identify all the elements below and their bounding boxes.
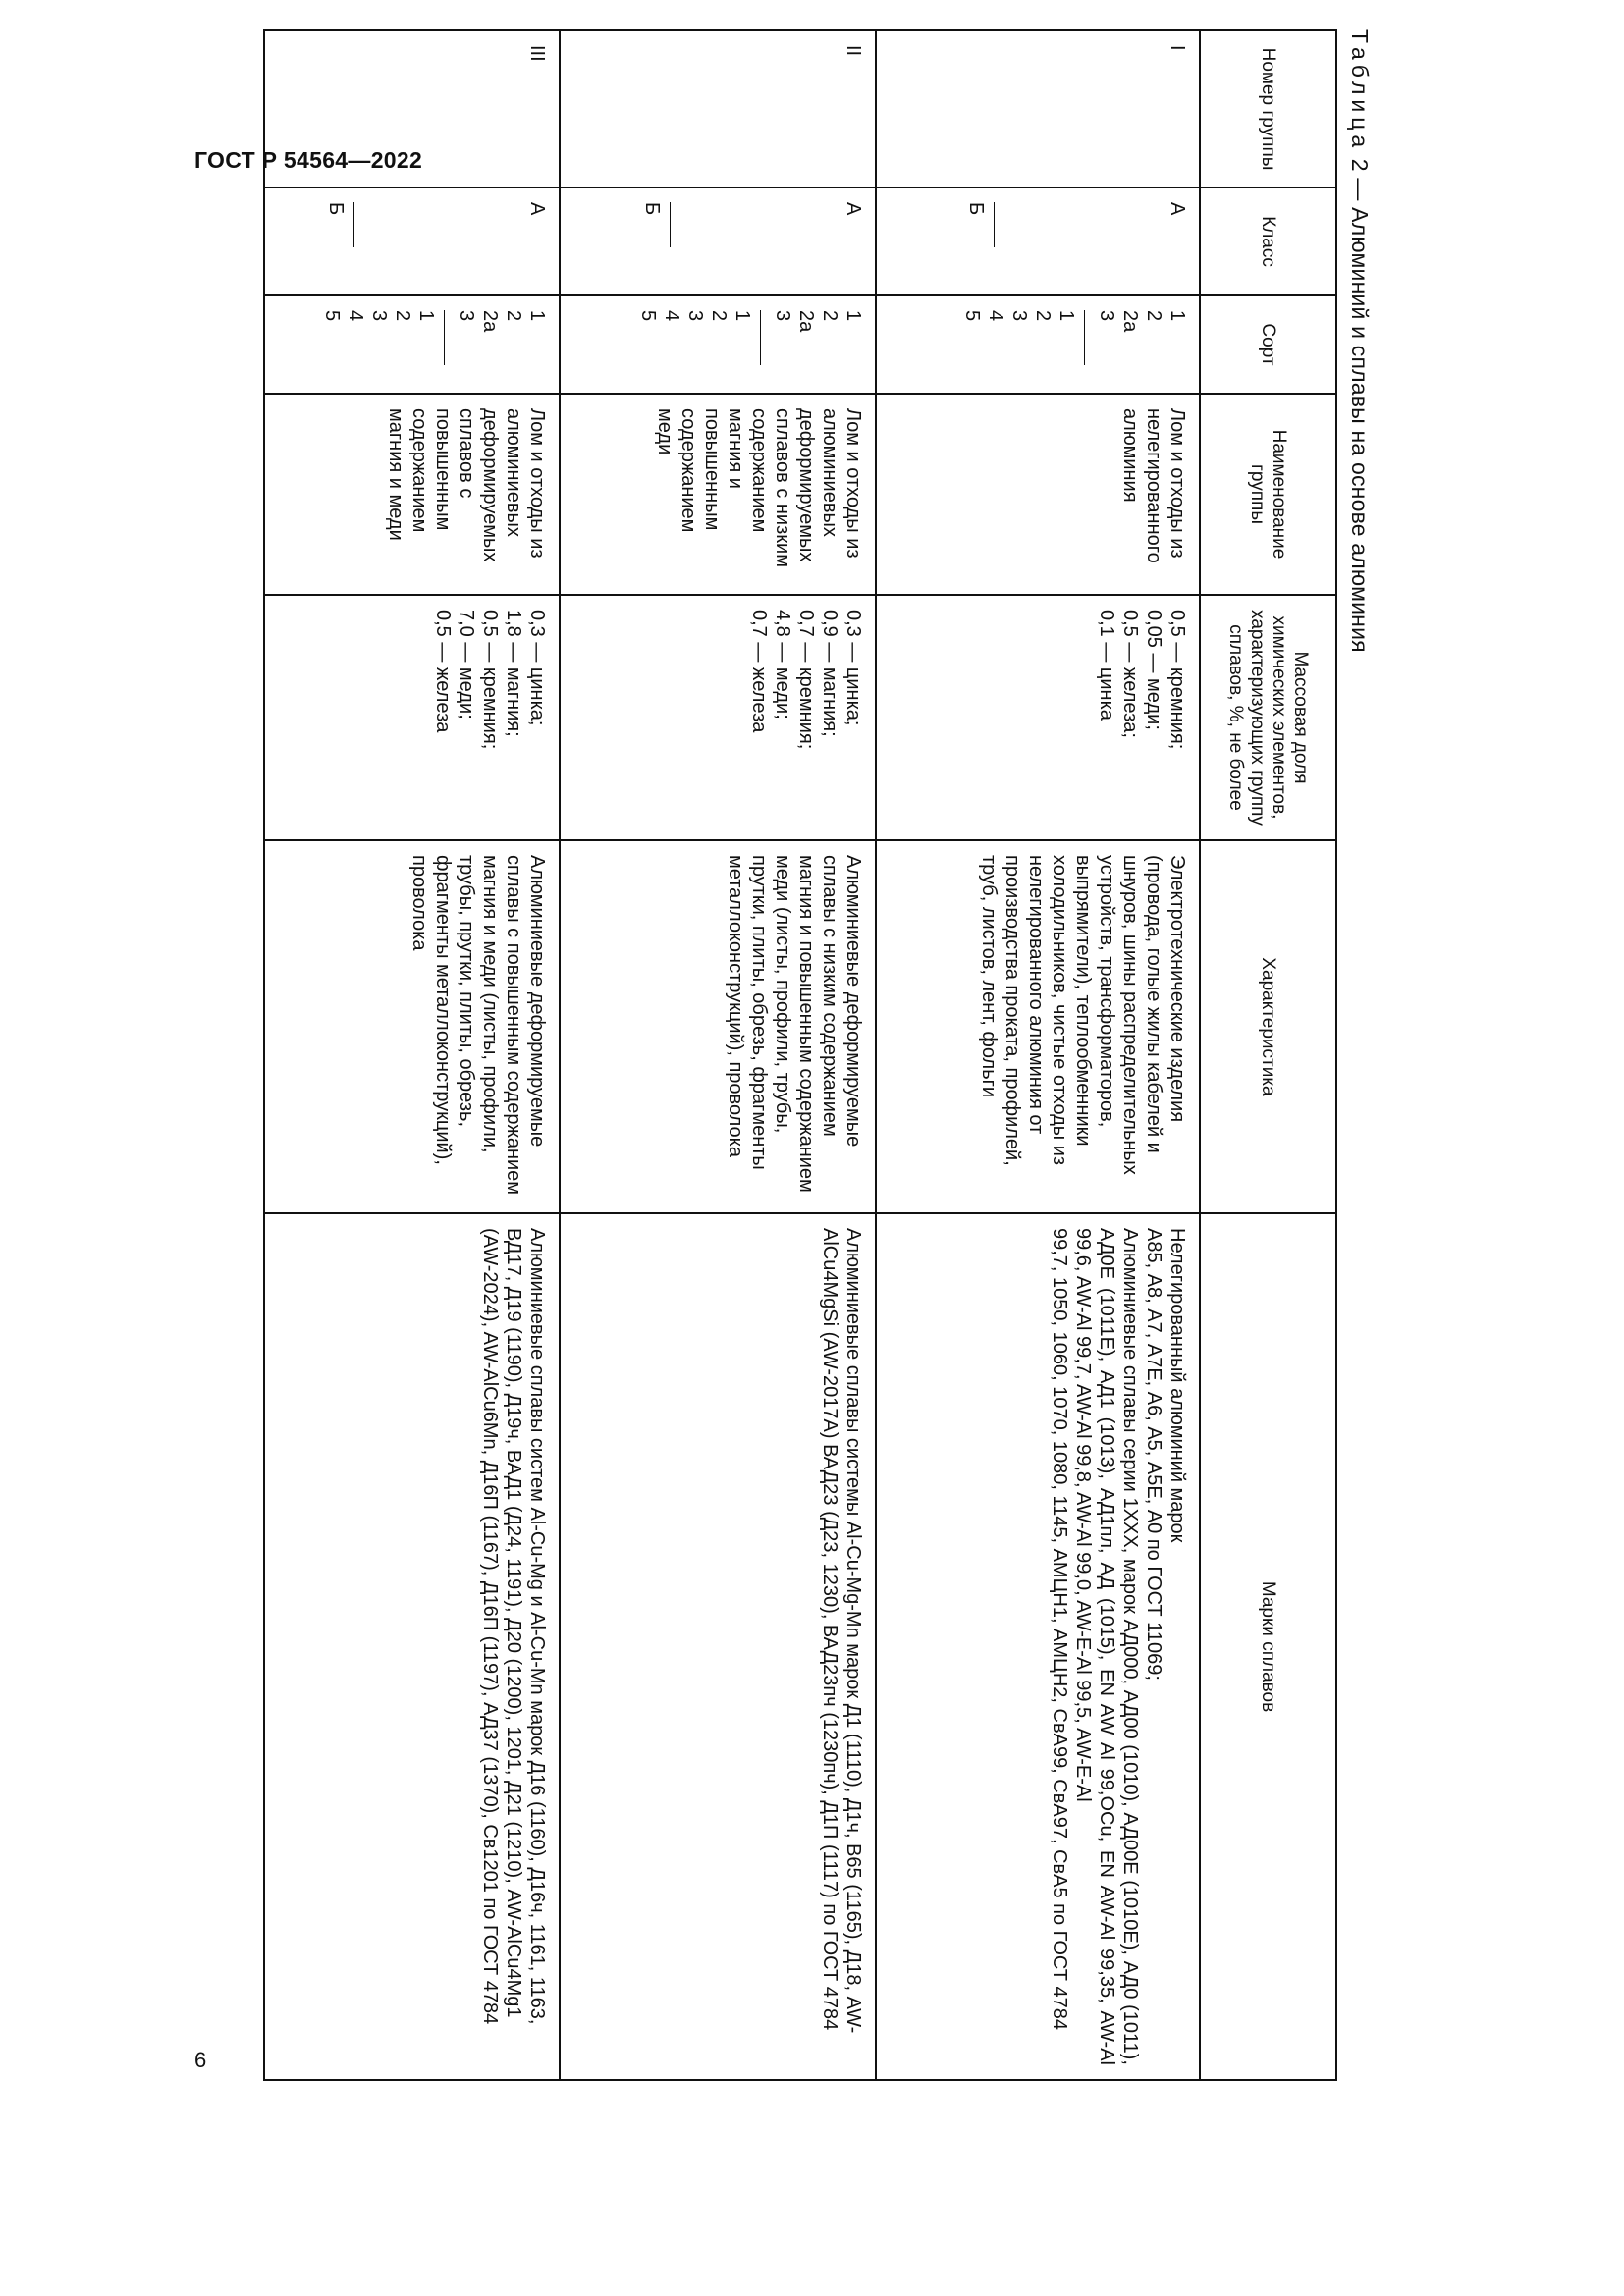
table-caption-text: 2 — Алюминий и сплавы на основе алюминия — [1347, 158, 1373, 653]
grades-line: 99,7, 1050, 1060, 1070, 1080, 1145, АМЦН1, АМЦН2, СвА99, СвА97, СвА5 по ГОСТ 4784 — [1049, 1228, 1070, 2030]
sorts-b — [320, 310, 445, 365]
alloy-grades — [876, 1213, 1200, 2080]
sorts-a — [1085, 310, 1189, 379]
fraction-value: 0,5 — железа — [432, 610, 454, 733]
col-header-class: Класс — [1200, 187, 1336, 295]
sort-value: 2 — [1143, 310, 1164, 322]
sort-cell — [876, 295, 1200, 394]
table-header-row — [1200, 30, 1336, 2080]
sort-value: 1 — [1056, 310, 1077, 322]
sort-value: 3 — [772, 310, 793, 322]
sort-value: 2 — [708, 310, 730, 322]
fraction-value: 0,7 — железа — [748, 610, 770, 733]
sort-value: 3 — [684, 310, 706, 322]
sort-value: 3 — [1008, 310, 1030, 322]
sort-value: 1 — [842, 310, 864, 322]
col-header-alloy-grades: Марки сплавов — [1200, 1213, 1336, 2080]
grades-line: Алюминиевые сплавы системы Al-Cu-Mg-Mn марок Д1 (1110), Д1ч, В65 (1165), Д18, AW-AlCu4MgSi (AW-2017A) ВАД23 (Д23, 1230), ВАД23пч (1230пч), Д1П (1117) по ГОСТ 4784 — [819, 1228, 864, 2034]
alloy-table — [263, 29, 1337, 2081]
group-number: II — [560, 30, 876, 187]
grades-line: Нелегированный алюминий марок — [1166, 1228, 1188, 1543]
col-header-mass-fraction: Массовая доля химических элементов, характеризующих группу сплавов, %, не более — [1200, 595, 1336, 840]
sort-value: 2а — [795, 310, 817, 333]
fraction-value: 4,8 — меди; — [772, 610, 793, 720]
alloy-grades — [264, 1213, 560, 2080]
group-number: III — [264, 30, 560, 187]
table-row — [876, 30, 1200, 2080]
class-b: Б — [324, 202, 354, 247]
group-number: I — [876, 30, 1200, 187]
fraction-list — [747, 610, 865, 826]
sort-value: 3 — [456, 310, 477, 322]
class-b: Б — [964, 202, 995, 247]
sorts-a — [761, 310, 865, 379]
class-a: А — [526, 202, 548, 216]
table-row — [264, 30, 560, 2080]
sort-value: 5 — [961, 310, 983, 322]
sorts-b — [636, 310, 761, 365]
group-name: Лом и отходы из алюминиевых деформируемых сплавов с низким содержанием магния и повышенным содержанием меди — [560, 394, 876, 595]
characteristic: Алюминиевые деформируемые сплавы с повышенным содержанием магния и меди (листы, профили, трубы, прутки, плиты, обрезь, фрагменты металлоконструкций), проволока — [264, 840, 560, 1213]
fraction-value: 0,7 — кремния; — [795, 610, 817, 750]
characteristic: Электротехнические изделия (провода, голые жилы кабелей и шнуров, шины распределительных устройств, трансформаторов, выпрямители), теплообменники холодильников, чистые отходы из нелегированного алюминия от производства проката, профилей, труб, листов, лент, фольги — [876, 840, 1200, 1213]
document-header: ГОСТ Р 54564—2022 — [194, 147, 423, 173]
fraction-value: 0,05 — меди; — [1143, 610, 1164, 730]
fraction-value: 0,5 — кремния; — [479, 610, 501, 750]
sort-value: 1 — [1166, 310, 1188, 322]
sort-value: 1 — [415, 310, 437, 322]
sort-value: 3 — [1096, 310, 1117, 322]
sort-value: 1 — [526, 310, 548, 322]
fraction-value: 7,0 — меди; — [456, 610, 477, 720]
fraction-value: 0,5 — железа; — [1119, 610, 1141, 738]
sort-value: 5 — [321, 310, 343, 322]
sort-value: 1 — [731, 310, 753, 322]
mass-fraction-cell — [560, 595, 876, 840]
sort-value: 2 — [819, 310, 840, 322]
sort-value: 2 — [503, 310, 524, 322]
grades-line: Алюминиевые сплавы серии 1XXX, марок АД000, АД00 (1010), АД00Е (1010Е), АД0 (1011), АД0Е (1011Е), АД1 (1013), АД1пл, АД (1015), EN AW Al 99,OCu, EN AW-Al 99,35, AW-Al 99,6, AW-Al 99,7, AW-Al 99,8, AW-Al 99,0, AW-E-Al 99,5, AW-E-Al — [1072, 1228, 1141, 2065]
fraction-value: 0,3 — цинка; — [526, 610, 548, 726]
class-cell — [264, 187, 560, 295]
class-b: Б — [640, 202, 671, 247]
rotated-table-sheet — [263, 29, 1373, 2110]
table-caption — [1346, 29, 1373, 653]
mass-fraction-cell — [876, 595, 1200, 840]
alloy-grades — [560, 1213, 876, 2080]
sort-value: 2 — [392, 310, 413, 322]
col-header-group-name: Наименование группы — [1200, 394, 1336, 595]
sort-value: 2а — [1119, 310, 1141, 333]
sorts-a — [445, 310, 549, 379]
page-number: 6 — [194, 2048, 207, 2072]
col-header-group-number: Номер группы — [1200, 30, 1336, 187]
class-a: А — [1166, 202, 1188, 216]
grades-line: А85, А8, А7, А7Е, А6, А5, А5Е, А0 по ГОСТ 11069; — [1143, 1228, 1164, 1681]
class-cell — [876, 187, 1200, 295]
col-header-sort: Сорт — [1200, 295, 1336, 394]
sort-value: 2 — [1032, 310, 1054, 322]
col-header-characteristic: Характеристика — [1200, 840, 1336, 1213]
fraction-value: 1,8 — магния; — [503, 610, 524, 737]
sort-value: 5 — [637, 310, 659, 322]
fraction-value: 0,1 — цинка — [1096, 610, 1117, 721]
fraction-value: 0,9 — магния; — [819, 610, 840, 737]
group-name: Лом и отходы из нелегированного алюминия — [876, 394, 1200, 595]
sort-value: 3 — [368, 310, 390, 322]
grades-line: Алюминиевые сплавы систем Al-Cu-Mg и Al-Cu-Mn марок Д16 (1160), Д16ч, 1161, 1163, ВД17, Д19 (1190), Д19ч, ВАД1 (Д24, 1191), Д20 (1200), 1201, Д21 (1210), AW-AlCu4Mg1 (AW-2024), AW-AlCu6Mn, Д16П (1167), Д16П (1197), АД37 (1370), Св1201 по ГОСТ 4784 — [479, 1228, 548, 2025]
sort-cell — [264, 295, 560, 394]
fraction-value: 0,3 — цинка; — [842, 610, 864, 726]
sort-value: 4 — [985, 310, 1006, 322]
sort-value: 2а — [479, 310, 501, 333]
fraction-list — [431, 610, 549, 826]
characteristic: Алюминиевые деформируемые сплавы с низким содержанием магния и повышенным содержанием меди (листы, профили, трубы, прутки, плиты, обрезь, фрагменты металлоконструкций), проволока — [560, 840, 876, 1213]
fraction-list — [1095, 610, 1189, 826]
sorts-b — [960, 310, 1085, 365]
sort-value: 4 — [345, 310, 366, 322]
class-a: А — [842, 202, 864, 216]
group-name: Лом и отходы из алюминиевых деформируемых сплавов с повышенным содержанием магния и меди — [264, 394, 560, 595]
sort-value: 4 — [661, 310, 682, 322]
table-caption-prefix: Таблица — [1347, 29, 1373, 153]
fraction-value: 0,5 — кремния; — [1166, 610, 1188, 750]
mass-fraction-cell — [264, 595, 560, 840]
class-cell — [560, 187, 876, 295]
table-row — [560, 30, 876, 2080]
sort-cell — [560, 295, 876, 394]
